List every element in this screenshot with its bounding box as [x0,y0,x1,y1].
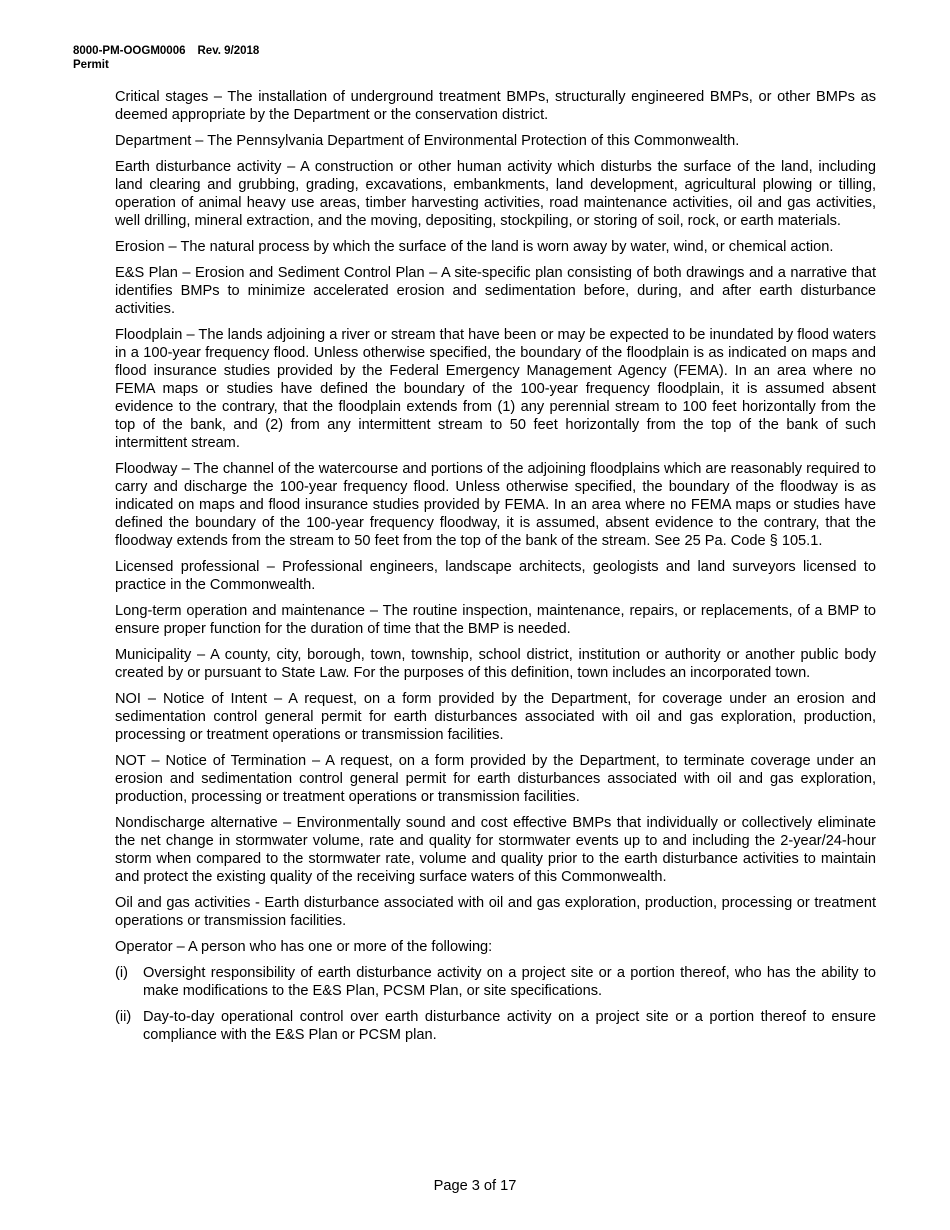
definition-noi: NOI – Notice of Intent – A request, on a form provided by the Department, for coverage under an erosion and sedimentation control general permit for earth disturbances associated with oil and gas exploration, production, processing or treatment operations or transmission facilities. [115,691,876,743]
operator-item-number: (i) [115,965,128,981]
revision-date: Rev. 9/2018 [197,45,260,57]
definition-es-plan: E&S Plan – Erosion and Sediment Control Plan – A site-specific plan consisting of both drawings and a narrative that identifies BMPs to minimize accelerated erosion and sedimentation before, during, and after earth disturbance activities. [115,265,876,317]
form-number: 8000-PM-OOGM0006 [73,45,186,57]
definition-oil-and-gas-activities: Oil and gas activities - Earth disturbance associated with oil and gas exploration, production, processing or treatment operations or transmission facilities. [115,895,876,929]
document-header [73,44,259,72]
definition-long-term-operation: Long-term operation and maintenance – The routine inspection, maintenance, repairs, or replacements, of a BMP to ensure proper function for the duration of time that the BMP is needed. [115,603,876,637]
form-id-line [73,44,259,58]
operator-item-text: Oversight responsibility of earth disturbance activity on a project site or a portion thereof, who has the ability to make modifications to the E&S Plan, PCSM Plan, or site specifications. [143,965,876,999]
definition-nondischarge-alternative: Nondischarge alternative – Environmentally sound and cost effective BMPs that individually or collectively eliminate the net change in stormwater volume, rate and quality for stormwater events up to and including the 2-year/24-hour storm when compared to the stormwater rate, volume and quality prior to the earth disturbance activities to maintain and protect the existing quality of the receiving surface waters of this Commonwealth. [115,815,876,885]
operator-item-text: Day-to-day operational control over earth disturbance activity on a project site or a portion thereof to ensure compliance with the E&S Plan or PCSM plan. [143,1009,876,1043]
definition-municipality: Municipality – A county, city, borough, town, township, school district, institution or authority or another public body created by or pursuant to State Law. For the purposes of this definition, town includes an incorporated town. [115,647,876,681]
operator-item-2 [115,1008,876,1044]
definition-floodway: Floodway – The channel of the watercourse and portions of the adjoining floodplains which are reasonably required to carry and discharge the 100-year frequency flood. Unless otherwise specified, the boundary of the floodway is as indicated on maps and flood insurance studies provided by FEMA. In an area where no FEMA maps or studies have defined the boundary of the 100-year frequency floodway, it is assumed, absent evidence to the contrary, that the floodway extends from the stream to 50 feet from the top of the bank of the stream. See 25 Pa. Code § 105.1. [115,461,876,549]
definition-operator: Operator – A person who has one or more of the following: [115,939,493,955]
definition-earth-disturbance-activity: Earth disturbance activity – A construction or other human activity which disturbs the surface of the land, including land clearing and grubbing, grading, excavations, embankments, land development, agricultural plowing or tilling, operation of animal heavy use areas, timber harvesting activities, road maintenance activities, oil and gas activities, well drilling, mineral extraction, and the moving, depositing, stockpiling, or storing of soil, rock, or earth materials. [115,159,876,229]
definition-critical-stages: Critical stages – The installation of underground treatment BMPs, structurally engineered BMPs, or other BMPs as deemed appropriate by the Department or the conservation district. [115,89,876,123]
definition-not: NOT – Notice of Termination – A request, on a form provided by the Department, to terminate coverage under an erosion and sedimentation control general permit for earth disturbances associated with oil and gas exploration, production, processing or treatment operations or transmission facilities. [115,753,876,805]
document-type: Permit [73,59,109,71]
definition-department: Department – The Pennsylvania Department of Environmental Protection of this Commonwealth. [115,133,740,149]
operator-item-number: (ii) [115,1009,132,1025]
page-number: Page 3 of 17 [433,1178,517,1194]
definition-floodplain: Floodplain – The lands adjoining a river or stream that have been or may be expected to be inundated by flood waters in a 100-year frequency flood. Unless otherwise specified, the boundary of the floodplain is as indicated on maps and flood insurance studies provided by the Federal Emergency Management Agency (FEMA). In an area where no FEMA maps or studies have defined the boundary of the 100-year frequency floodplain, it is assumed absent evidence to the contrary, that the floodplain extends from (1) any perennial stream to 100 feet horizontally from the top of the bank, and (2) from any intermittent stream to 50 feet horizontally from the top of the bank of such intermittent stream. [115,327,876,451]
definition-erosion: Erosion – The natural process by which the surface of the land is worn away by water, wind, or chemical action. [115,239,834,255]
operator-item-1 [115,964,876,1000]
definition-licensed-professional: Licensed professional – Professional engineers, landscape architects, geologists and land surveyors licensed to practice in the Commonwealth. [115,559,876,593]
definitions-section [115,88,876,1052]
